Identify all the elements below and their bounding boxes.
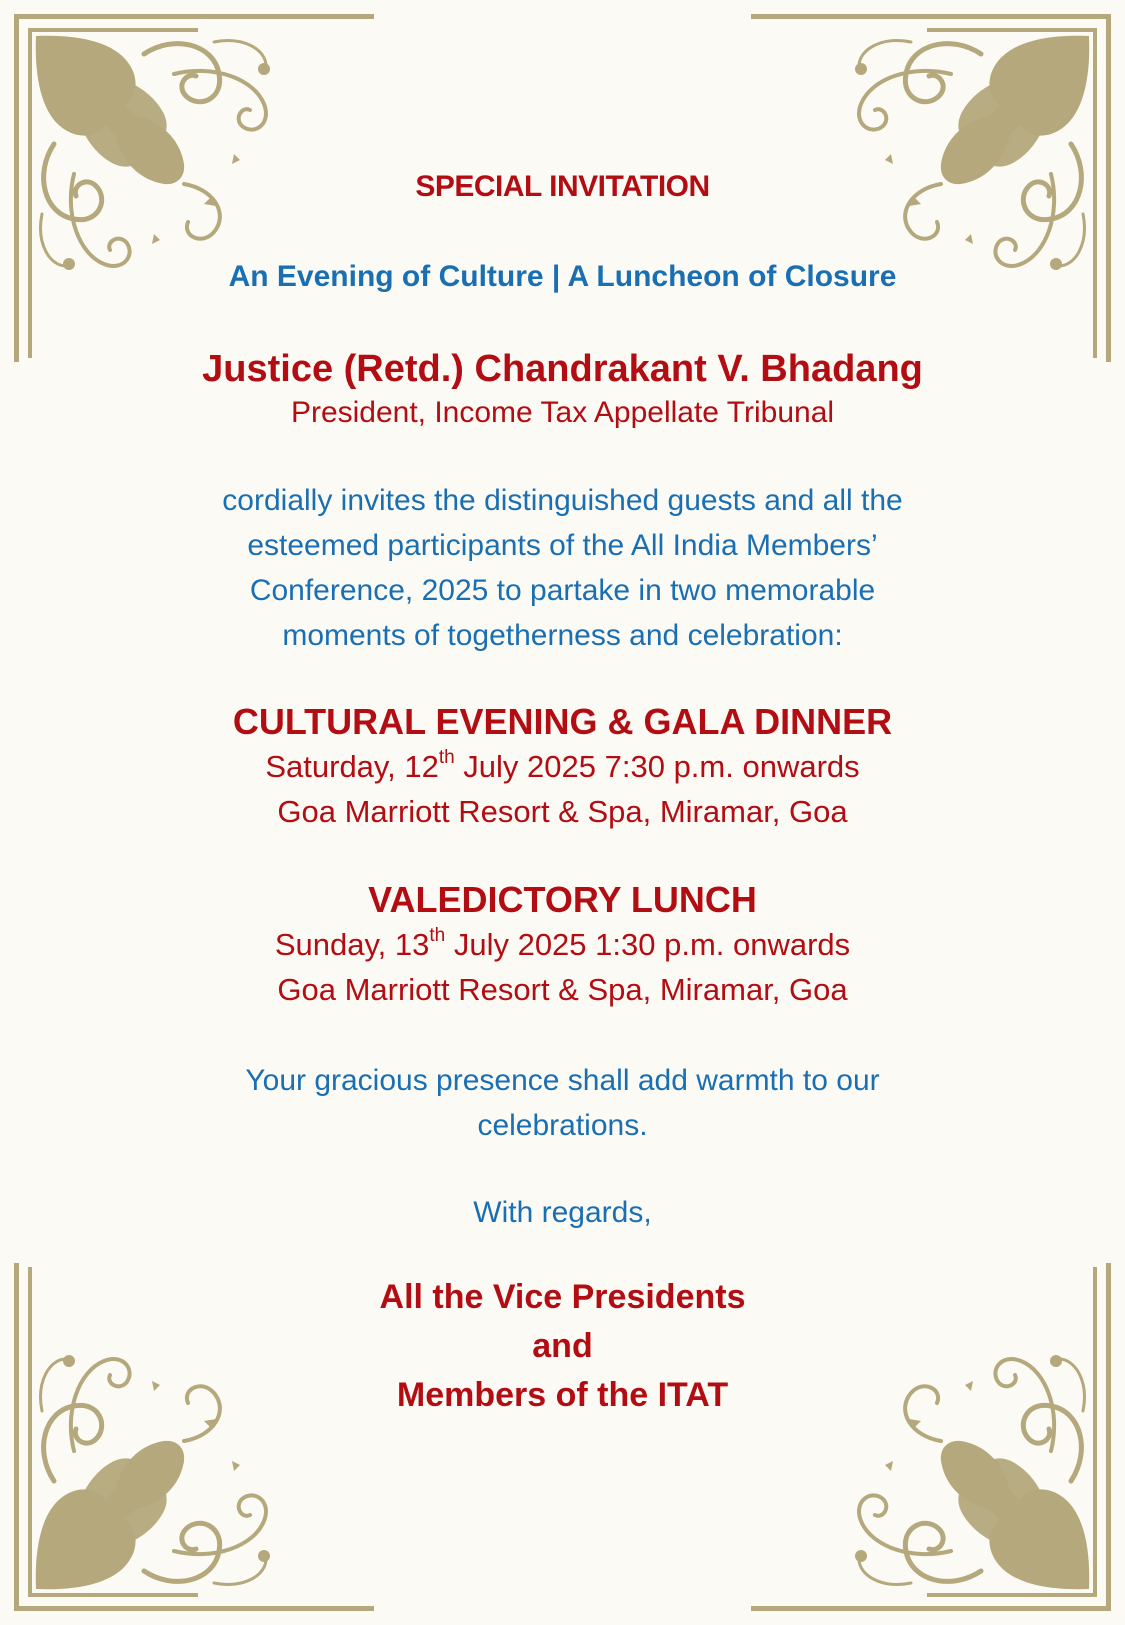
signoff-line: and bbox=[532, 1327, 593, 1365]
closing-line: Your gracious presence shall add warmth to our bbox=[245, 1064, 880, 1097]
invitation-heading: SPECIAL INVITATION bbox=[415, 170, 710, 203]
paragraph-line: moments of togetherness and celebration: bbox=[282, 619, 843, 652]
host-role: President, Income Tax Appellate Tribunal bbox=[290, 396, 835, 429]
event-datetime: Sunday, 13th July 2025 1:30 p.m. onwards bbox=[274, 924, 851, 962]
host-name: Justice (Retd.) Chandrakant V. Bhadang bbox=[202, 348, 923, 390]
paragraph-line: Conference, 2025 to partake in two memorable bbox=[249, 574, 876, 607]
invitation-subtitle: An Evening of Culture | A Luncheon of Closure bbox=[228, 260, 897, 293]
signoff-line: Members of the ITAT bbox=[396, 1376, 729, 1414]
event-valedictory-lunch bbox=[120, 878, 1005, 1012]
signoff-line: All the Vice Presidents bbox=[379, 1278, 746, 1316]
closing-paragraph bbox=[120, 1058, 1005, 1148]
closing-line: celebrations. bbox=[477, 1109, 648, 1142]
event-cultural-evening bbox=[120, 700, 1005, 834]
invitation-paragraph bbox=[120, 478, 1005, 658]
regards-text: With regards, bbox=[473, 1196, 652, 1229]
invitation-body bbox=[120, 168, 1005, 1420]
signoff-block bbox=[120, 1273, 1005, 1420]
event-title: CULTURAL EVENING & GALA DINNER bbox=[232, 701, 893, 742]
event-title: VALEDICTORY LUNCH bbox=[368, 879, 757, 920]
event-venue: Goa Marriott Resort & Spa, Miramar, Goa bbox=[277, 794, 848, 829]
paragraph-line: esteemed participants of the All India Members’ bbox=[247, 529, 878, 562]
event-venue: Goa Marriott Resort & Spa, Miramar, Goa bbox=[277, 972, 848, 1007]
paragraph-line: cordially invites the distinguished guests and all the bbox=[222, 484, 903, 517]
event-datetime: Saturday, 12th July 2025 7:30 p.m. onwards bbox=[265, 746, 860, 784]
